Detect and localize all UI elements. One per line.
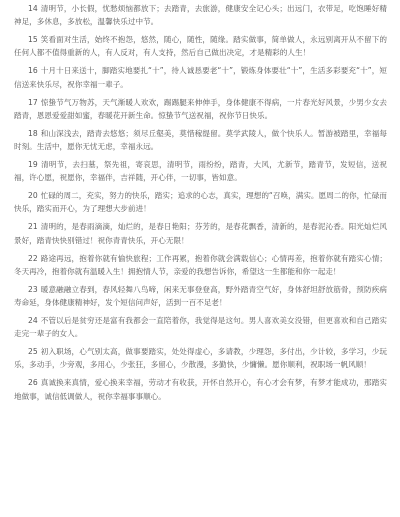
- paragraph-text: 清明的，是春雨滴滴，灿烂的，是春日艳阳；芬芳的，是春花飘香，清新的，是春泥沁香。阳光灿烂风景好，踏青快快别错过！祝你青青快乐，开心无限！: [14, 222, 387, 245]
- paragraph-number: 23: [28, 284, 38, 294]
- paragraph-number: 17: [28, 97, 38, 107]
- paragraph-number: 15: [28, 35, 38, 45]
- paragraph-number: 19: [28, 160, 38, 170]
- paragraph-text: 不管以后是贫穷还是富有我都会一直陪着你，我觉得是这句。男人喜欢美女没错，但更喜欢和自己踏实走完一辈子的女人。: [14, 316, 387, 339]
- paragraph-text: 真诚换来真情，爱心换来幸福，劳动才有收获，开怀自然开心，有心才会有梦，有梦才能成功，那踏实地做事，诚信低调做人，祝你幸福事事顺心。: [14, 378, 387, 401]
- paragraph-text: 清明节，去扫墓，祭先祖，寄哀思，清明节，雨纷纷，踏青，大风，尤新节，踏青节，发短信，送祝福，许心愿，祝愿你，幸福伴，吉祥随，开心伴，一切事，皆如意。: [14, 160, 387, 183]
- paragraph-19: [14, 158, 387, 184]
- paragraph-15: [14, 33, 387, 59]
- paragraph-text: 清明节，小长假，忧愁烦恼都放下；去踏青，去旅游，健康安全记心头；出远门，衣带足，吃饱睡好精神足，多休息，多放松，温馨快乐过中节。: [14, 4, 387, 27]
- paragraph-number: 22: [28, 253, 38, 263]
- paragraph-number: 20: [28, 191, 38, 201]
- paragraph-24: [14, 314, 387, 340]
- paragraph-number: 25: [28, 347, 38, 357]
- paragraph-text: 暖意融融立春到，春风轻舞八鸟啼，闲来无事登登高，野外踏青空气好，身体舒坦舒放筋骨，预防疾病寿命延，身体健康精神好，发个短信问声好，活到一百不足老！: [14, 284, 387, 308]
- paragraph-18: [14, 127, 387, 153]
- paragraph-number: 24: [28, 316, 38, 326]
- paragraph-text: 笑看面对生活，始终不抱怨，悠然，随心，随性，随缘。踏实做事，简单做人，永远别离开从不留下的任何人都不值得重新的人，有人反对，有人支持，然后自己做出决定，才是精彩的人生！: [14, 35, 387, 58]
- paragraph-number: 14: [28, 4, 38, 13]
- document-page: [14, 2, 387, 515]
- paragraph-23: [14, 283, 387, 309]
- paragraph-text: 忙碌的周二，充实，努力的快乐，踏实；追求的心志，真实，理想的“召唤，满实。愿周二的你，忙碌而快乐，踏实而开心，为了理想大步前进！: [14, 191, 387, 214]
- paragraph-26: [14, 376, 387, 402]
- paragraph-number: 18: [28, 128, 38, 138]
- paragraph-number: 26: [28, 378, 38, 388]
- paragraph-number: 21: [28, 222, 38, 232]
- paragraph-16: [14, 64, 387, 90]
- paragraph-text: 十月十日来送十，脚踏实地要扎“十”，待人诚恳要老“十”，锻炼身体要壮“十”，生活多彩要充“十”，短信送来快乐尽，祝你幸福一辈子。: [14, 66, 387, 89]
- paragraph-text: 路途再远，抱着你就有愉快旅程；工作再累，抱着你就会满载信心；心情再差，抱着你就有踏实心情；冬天再冷，抱着你就有温暖入生！拥抱情人节，亲爱的我想告诉你，希望这一生都能和你一起走！: [14, 253, 387, 276]
- paragraph-20: [14, 189, 387, 215]
- paragraph-text: 初入职场，心气别太高，做事要踏实，处处得虚心，多请教，少理怨，多付出，少计较，多学习，少玩乐，多动手，少旁观，多用心，少张狂，多留心，少散漫，多勤快，少慵懒。愿你顺利，祝职场一帆风顺！: [14, 347, 387, 370]
- paragraph-number: 16: [28, 66, 38, 76]
- paragraph-text: 惊蛰节气万物苏，天气渐暖人欢欢，踢踢腿来伸伸手，身体健康不得病，一片春光好风景，少男少女去踏青，恩恩爱爱甜如蜜，春暖花开新生命。惊蛰节气送祝福，祝你节日快乐。: [14, 97, 387, 120]
- paragraph-21: [14, 220, 387, 246]
- paragraph-25: [14, 345, 387, 371]
- paragraph-17: [14, 96, 387, 122]
- paragraph-14: [14, 2, 387, 28]
- paragraph-22: [14, 252, 387, 278]
- paragraph-text: 和山深浅去，踏青去悠悠；须尽丘壑美，莫惜稼缇留。莫学武陵人，做个快乐人。暂游被踏里，幸福每时刻。生活中，愿你无忧无虑，幸福永远。: [14, 128, 387, 152]
